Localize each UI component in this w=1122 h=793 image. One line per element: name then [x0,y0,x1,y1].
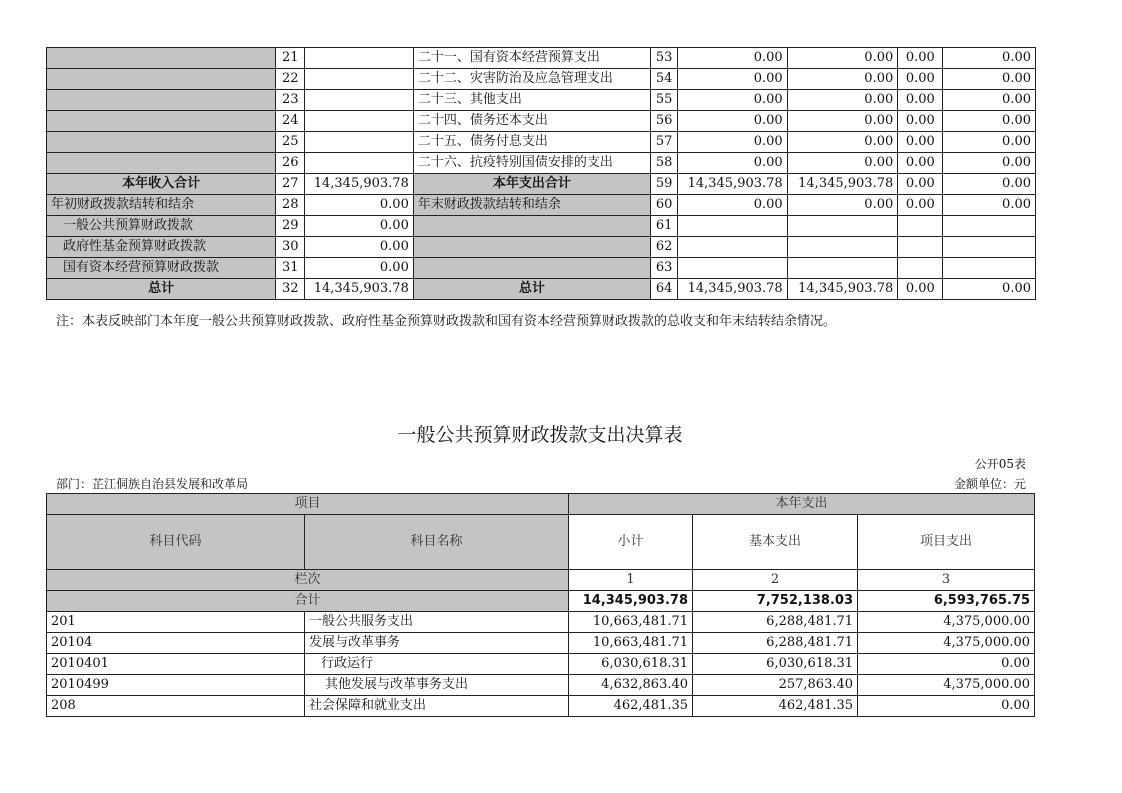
right-label: 二十二、灾害防治及应急管理支出 [413,69,650,90]
left-line-no: 32 [276,279,305,300]
subtotal: 462,481.35 [569,696,693,717]
left-label [47,132,276,153]
right-label [413,237,650,258]
table-row [47,258,1036,279]
project: 0.00 [858,654,1035,675]
table-row [47,111,1036,132]
basic: 257,863.40 [693,675,858,696]
right-line-no: 64 [651,279,678,300]
value-3: 0.00 [898,111,943,132]
value-1 [678,216,788,237]
right-line-no: 59 [651,174,678,195]
table-row-grand-total [47,279,1036,300]
column-1: 1 [569,570,693,591]
left-line-no: 27 [276,174,305,195]
subject-code: 20104 [47,633,305,654]
left-value: 0.00 [305,237,414,258]
left-label: 国有资本经营预算财政拨款 [47,258,276,279]
subject-code: 201 [47,612,305,633]
table-row [47,237,1036,258]
value-2: 14,345,903.78 [787,174,898,195]
subject-code: 2010499 [47,675,305,696]
subject-code: 208 [47,696,305,717]
value-1: 0.00 [678,132,788,153]
column-2: 2 [693,570,858,591]
header-row [47,494,1035,515]
left-label: 一般公共预算财政拨款 [47,216,276,237]
table-number: 公开05表 [974,457,1026,471]
right-label: 二十三、其他支出 [413,90,650,111]
income-expense-summary-table [46,47,1036,300]
value-1: 14,345,903.78 [678,279,788,300]
value-3: 0.00 [898,48,943,69]
right-label [413,216,650,237]
column-number-row [47,570,1035,591]
table-row-income-total [47,174,1036,195]
value-4: 0.00 [943,111,1036,132]
value-1: 0.00 [678,48,788,69]
header-subtotal: 小计 [569,515,693,570]
right-line-no: 55 [651,90,678,111]
total-basic: 7,752,138.03 [693,591,858,612]
table-note: 注：本表反映部门本年度一般公共预算财政拨款、政府性基金预算财政拨款和国有资本经营预算财政拨款的总收支和年末结转结余情况。 [56,314,837,329]
left-label: 年初财政拨款结转和结余 [47,195,276,216]
left-line-no: 29 [276,216,305,237]
column-3: 3 [858,570,1035,591]
left-label [47,153,276,174]
value-1 [678,258,788,279]
right-line-no: 62 [651,237,678,258]
value-2: 0.00 [787,69,898,90]
header-project-exp: 项目支出 [858,515,1035,570]
value-2 [787,216,898,237]
value-1: 0.00 [678,195,788,216]
right-line-no: 58 [651,153,678,174]
value-3: 0.00 [898,195,943,216]
total-label: 合计 [47,591,569,612]
right-label: 年末财政拨款结转和结余 [413,195,650,216]
value-2: 0.00 [787,153,898,174]
left-value [305,69,414,90]
value-1: 0.00 [678,90,788,111]
right-label: 二十一、国有资本经营预算支出 [413,48,650,69]
left-label [47,111,276,132]
project: 4,375,000.00 [858,633,1035,654]
value-3: 0.00 [898,174,943,195]
table-row [47,90,1036,111]
right-label: 二十六、抗疫特别国债安排的支出 [413,153,650,174]
value-4: 0.00 [943,69,1036,90]
table-row [47,153,1036,174]
right-label: 二十四、债务还本支出 [413,111,650,132]
left-line-no: 26 [276,153,305,174]
value-4: 0.00 [943,153,1036,174]
table-row [47,654,1035,675]
value-2: 0.00 [787,132,898,153]
subtotal: 10,663,481.71 [569,633,693,654]
subtotal: 6,030,618.31 [569,654,693,675]
value-3: 0.00 [898,132,943,153]
left-label [47,48,276,69]
basic: 6,288,481.71 [693,612,858,633]
subject-name: 发展与改革事务 [305,633,569,654]
value-3: 0.00 [898,90,943,111]
page-title: 一般公共预算财政拨款支出决算表 [397,424,683,446]
left-label: 本年收入合计 [47,174,276,195]
value-3: 0.00 [898,153,943,174]
left-value [305,90,414,111]
subtotal: 10,663,481.71 [569,612,693,633]
left-value [305,153,414,174]
project: 4,375,000.00 [858,612,1035,633]
value-4 [943,237,1036,258]
left-value [305,48,414,69]
table-row [47,195,1036,216]
table-row [47,216,1036,237]
table-row [47,633,1035,654]
value-1: 0.00 [678,111,788,132]
basic: 6,288,481.71 [693,633,858,654]
value-3: 0.00 [898,279,943,300]
left-line-no: 24 [276,111,305,132]
left-line-no: 22 [276,69,305,90]
value-4: 0.00 [943,279,1036,300]
header-code: 科目代码 [47,515,305,570]
subject-name: 社会保障和就业支出 [305,696,569,717]
left-line-no: 25 [276,132,305,153]
value-3 [898,258,943,279]
subject-name: 行政运行 [305,654,569,675]
project: 0.00 [858,696,1035,717]
left-line-no: 21 [276,48,305,69]
value-4 [943,258,1036,279]
left-value [305,111,414,132]
total-row [47,591,1035,612]
table-row [47,69,1036,90]
subtotal: 4,632,863.40 [569,675,693,696]
left-label: 总计 [47,279,276,300]
value-4: 0.00 [943,48,1036,69]
total-subtotal: 14,345,903.78 [569,591,693,612]
subject-name: 其他发展与改革事务支出 [305,675,569,696]
value-4: 0.00 [943,174,1036,195]
value-1: 0.00 [678,153,788,174]
right-line-no: 57 [651,132,678,153]
header-year-expenditure: 本年支出 [569,494,1035,515]
table-row [47,132,1036,153]
value-2: 0.00 [787,195,898,216]
value-3 [898,237,943,258]
left-line-no: 31 [276,258,305,279]
header-name: 科目名称 [305,515,569,570]
right-label: 总计 [413,279,650,300]
project: 4,375,000.00 [858,675,1035,696]
value-1: 14,345,903.78 [678,174,788,195]
table-row [47,696,1035,717]
right-line-no: 61 [651,216,678,237]
left-label [47,90,276,111]
value-4: 0.00 [943,132,1036,153]
value-1 [678,237,788,258]
left-value: 14,345,903.78 [305,279,414,300]
left-value: 0.00 [305,258,414,279]
subject-name: 一般公共服务支出 [305,612,569,633]
left-line-no: 30 [276,237,305,258]
value-2: 0.00 [787,90,898,111]
table-row [47,48,1036,69]
right-label [413,258,650,279]
left-label: 政府性基金预算财政拨款 [47,237,276,258]
value-2: 0.00 [787,111,898,132]
value-2 [787,237,898,258]
value-4 [943,216,1036,237]
department-label: 部门：芷江侗族自治县发展和改革局 [56,477,249,491]
right-line-no: 54 [651,69,678,90]
left-value: 14,345,903.78 [305,174,414,195]
left-value: 0.00 [305,216,414,237]
right-label: 二十五、债务付息支出 [413,132,650,153]
right-line-no: 53 [651,48,678,69]
value-3 [898,216,943,237]
left-line-no: 23 [276,90,305,111]
subject-code: 2010401 [47,654,305,675]
value-4: 0.00 [943,90,1036,111]
right-line-no: 63 [651,258,678,279]
unit-label: 金额单位：元 [953,477,1026,491]
basic: 6,030,618.31 [693,654,858,675]
right-line-no: 56 [651,111,678,132]
header-row [47,515,1035,570]
table-row [47,675,1035,696]
value-2: 14,345,903.78 [787,279,898,300]
value-1: 0.00 [678,69,788,90]
right-line-no: 60 [651,195,678,216]
column-label: 栏次 [47,570,569,591]
general-budget-expenditure-table [46,493,1035,717]
left-label [47,69,276,90]
header-project: 项目 [47,494,569,515]
value-3: 0.00 [898,69,943,90]
left-value [305,132,414,153]
table-row [47,612,1035,633]
left-line-no: 28 [276,195,305,216]
value-2 [787,258,898,279]
header-basic: 基本支出 [693,515,858,570]
value-4: 0.00 [943,195,1036,216]
value-2: 0.00 [787,48,898,69]
right-label: 本年支出合计 [413,174,650,195]
left-value: 0.00 [305,195,414,216]
basic: 462,481.35 [693,696,858,717]
total-project: 6,593,765.75 [858,591,1035,612]
